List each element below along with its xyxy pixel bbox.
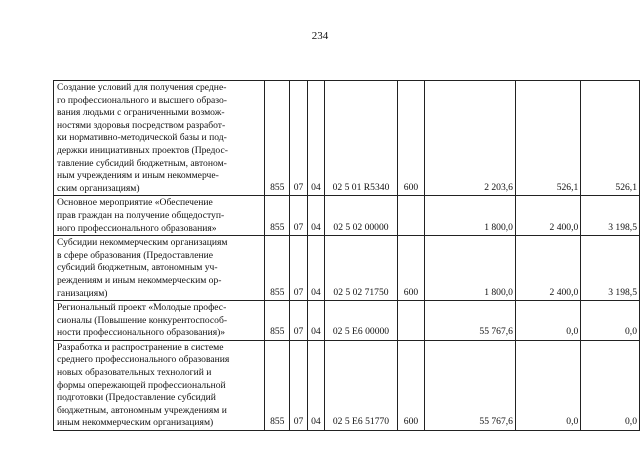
expense-item-name-line: тавление субсидий бюджетным, автоном-	[57, 157, 227, 169]
expense-item-name-line: реждениям и иным некоммерческим ор-	[57, 274, 222, 286]
expense-item-name	[54, 236, 265, 301]
subsection-code-cell: 04	[307, 196, 324, 236]
expense-item-name-line: ским организациям)	[57, 182, 140, 194]
target-article-cell: 02 5 Е6 51770	[324, 340, 397, 430]
table-row	[54, 301, 640, 341]
expense-item-name-line: ного профессионального образования»	[57, 222, 217, 234]
amount-year1-cell: 55 767,6	[424, 340, 515, 430]
expense-item-name-line: формы опережающей профессиональной	[57, 379, 226, 391]
expense-type-cell: 600	[398, 236, 425, 301]
target-article-cell: 02 5 02 71750	[324, 236, 397, 301]
expense-item-name-line: в сфере образования (Предоставление	[57, 249, 214, 261]
expense-item-name-line: ности профессионального образования)»	[57, 327, 226, 339]
expense-item-name-line: вания людьми с ограниченными возмож-	[57, 107, 225, 119]
expense-item-name	[54, 340, 265, 430]
expense-item-name-line: ки нормативно-методической базы и под-	[57, 132, 227, 144]
subsection-code-cell: 04	[307, 81, 324, 196]
amount-year2-cell: 0,0	[515, 301, 580, 341]
table-row	[54, 236, 640, 301]
amount-year2-cell: 2 400,0	[515, 236, 580, 301]
amount-year1-cell: 1 800,0	[424, 236, 515, 301]
amount-year1-cell: 1 800,0	[424, 196, 515, 236]
amount-year1-cell: 55 767,6	[424, 301, 515, 341]
section-code-cell: 07	[290, 340, 308, 430]
expense-item-name-line: ным учреждениям и иным некоммерче-	[57, 170, 219, 182]
expense-item-name-line: Региональный проект «Молодые профес-	[57, 302, 227, 314]
subsection-code-cell: 04	[307, 301, 324, 341]
expense-item-name-line: держки инициативных проектов (Предос-	[57, 144, 228, 156]
grbs-code-cell: 855	[265, 196, 290, 236]
expense-type-cell: 600	[398, 81, 425, 196]
expense-item-name	[54, 81, 265, 196]
amount-year2-cell: 2 400,0	[515, 196, 580, 236]
target-article-cell: 02 5 01 R5340	[324, 81, 397, 196]
section-code-cell: 07	[290, 81, 308, 196]
amount-year3-cell: 3 198,5	[581, 196, 640, 236]
expense-item-name-line: ганизациям)	[57, 287, 108, 299]
expense-item-name	[54, 301, 265, 341]
expense-item-name-line: Основное мероприятие «Обеспечение	[57, 197, 213, 209]
expense-item-name-line: иным некоммерческим организациям)	[57, 417, 214, 429]
expense-item-name-line: ностями здоровья посредством разработ-	[57, 119, 226, 131]
amount-year2-cell: 526,1	[515, 81, 580, 196]
expense-item-name-line: Субсидии некоммерческим организациям	[57, 237, 228, 249]
section-code-cell: 07	[290, 196, 308, 236]
expense-item-name-line: бюджетным, автономным учреждениям и	[57, 404, 227, 416]
amount-year3-cell: 0,0	[581, 340, 640, 430]
expense-item-name-line: сионалы (Повышение конкурентоспособ-	[57, 314, 228, 326]
expense-type-cell	[398, 301, 425, 341]
grbs-code-cell: 855	[265, 340, 290, 430]
table-row	[54, 81, 640, 196]
amount-year2-cell: 0,0	[515, 340, 580, 430]
expense-item-name	[54, 196, 265, 236]
amount-year1-cell: 2 203,6	[424, 81, 515, 196]
page-number: 234	[311, 30, 329, 42]
expense-item-name-line: Создание условий для получения средне-	[57, 82, 227, 93]
section-code-cell: 07	[290, 236, 308, 301]
expense-item-name-line: среднего профессионального образования	[57, 354, 230, 366]
amount-year3-cell: 3 198,5	[581, 236, 640, 301]
subsection-code-cell: 04	[307, 340, 324, 430]
section-code-cell: 07	[290, 301, 308, 341]
target-article-cell: 02 5 02 00000	[324, 196, 397, 236]
grbs-code-cell: 855	[265, 236, 290, 301]
expense-item-name-line: прав граждан на получение общедоступ-	[57, 209, 225, 221]
table-row	[54, 340, 640, 430]
budget-table	[53, 80, 640, 431]
expense-item-name-line: подготовки (Предоставление субсидий	[57, 392, 216, 404]
subsection-code-cell: 04	[307, 236, 324, 301]
expense-item-name-line: новых образовательных технологий и	[57, 367, 212, 379]
expense-item-name-line: го профессионального и высшего образо-	[57, 94, 228, 106]
grbs-code-cell: 855	[265, 81, 290, 196]
table-row	[54, 196, 640, 236]
grbs-code-cell: 855	[265, 301, 290, 341]
expense-item-name-line: Разработка и распространение в системе	[57, 341, 224, 353]
expense-type-cell	[398, 196, 425, 236]
amount-year3-cell: 0,0	[581, 301, 640, 341]
expense-type-cell: 600	[398, 340, 425, 430]
target-article-cell: 02 5 Е6 00000	[324, 301, 397, 341]
expense-item-name-line: субсидий бюджетным, автономным уч-	[57, 262, 218, 274]
amount-year3-cell: 526,1	[581, 81, 640, 196]
